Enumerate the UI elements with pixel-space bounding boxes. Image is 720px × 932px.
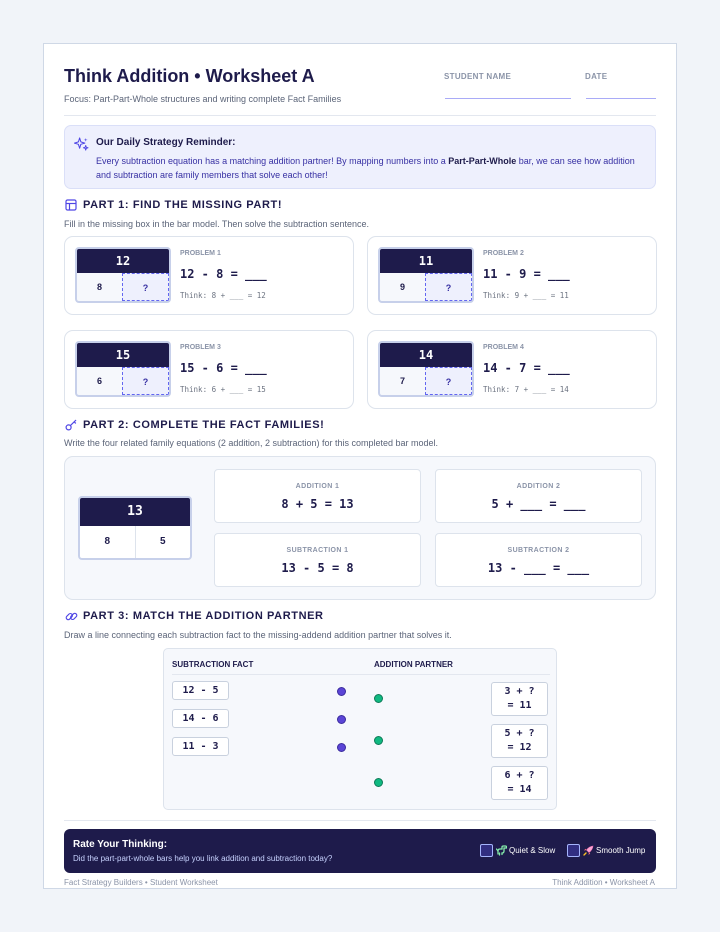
bar-whole: 13 [80, 498, 190, 526]
rocket-icon [583, 845, 594, 856]
problem-think-hint: Think: 9 + ___ = 11 [483, 291, 569, 300]
equation-text[interactable]: 5 + ___ = ___ [491, 497, 586, 511]
problem-equation[interactable]: 12 - 8 = ___ [180, 267, 267, 281]
quiet-slow-label: Quiet & Slow [509, 846, 556, 855]
addition-partner: 3 + ? = 11 [491, 682, 548, 716]
equation-label: ADDITION 2 [516, 483, 561, 490]
smooth-jump-checkbox[interactable] [567, 844, 580, 857]
problem-think-hint: Think: 6 + ___ = 15 [180, 385, 266, 394]
fact-family-equation [435, 469, 642, 523]
problem-equation[interactable]: 11 - 9 = ___ [483, 267, 570, 281]
bar-part: 6 [96, 376, 102, 386]
matching-panel [163, 648, 557, 810]
key-icon [65, 419, 77, 431]
part2-instruction: Write the four related family equations (2 addition, 2 subtraction) for this completed bar model. [64, 438, 439, 448]
part3-instruction: Draw a line connecting each subtraction fact to the missing-addend addition partner that solves it. [64, 630, 452, 640]
bar-missing-part[interactable]: ? [425, 367, 472, 395]
equation-label: ADDITION 1 [295, 483, 340, 490]
bar-model [378, 341, 474, 397]
strategy-reminder [64, 125, 656, 189]
reminder-text: Every subtraction equation has a matching addition partner! By mapping numbers into a Part-Part-Whole bar, we can see how addition and subtraction are family members that solve each other! [96, 156, 635, 180]
part3-heading: PART 3: MATCH THE ADDITION PARTNER [83, 610, 324, 622]
equation-text[interactable]: 13 - ___ = ___ [487, 561, 590, 575]
student-name-label: STUDENT NAME [444, 72, 512, 81]
fact-family-panel [64, 456, 656, 600]
problem-equation[interactable]: 15 - 6 = ___ [180, 361, 267, 375]
page-title: Think Addition • Worksheet A [64, 66, 315, 86]
problem-label: PROBLEM 4 [483, 344, 524, 351]
bar-missing-part[interactable]: ? [122, 273, 169, 301]
bar-model [75, 247, 171, 303]
bar-whole: 12 [77, 249, 169, 273]
bar-whole: 14 [380, 343, 472, 367]
part2-heading: PART 2: COMPLETE THE FACT FAMILIES! [83, 419, 325, 431]
fact-family-equation [214, 533, 421, 587]
fact-family-bar-model [78, 496, 192, 560]
problem-card [64, 236, 354, 315]
part1-instruction: Fill in the missing box in the bar model. Then solve the subtraction sentence. [64, 219, 369, 229]
subtraction-fact: 14 - 6 [172, 709, 229, 728]
layout-icon [65, 199, 77, 211]
addition-partner: 6 + ? = 14 [491, 766, 548, 800]
equation-label: SUBTRACTION 2 [507, 547, 570, 554]
bar-part: 8 [80, 526, 136, 558]
match-dot-right[interactable] [374, 778, 383, 787]
dinosaur-icon [496, 845, 507, 856]
problem-equation[interactable]: 14 - 7 = ___ [483, 361, 570, 375]
problem-think-hint: Think: 8 + ___ = 12 [180, 291, 266, 300]
match-dot-left[interactable] [337, 743, 346, 752]
reminder-title: Our Daily Strategy Reminder: [96, 137, 236, 148]
rating-bar [64, 829, 656, 873]
footer-divider [64, 820, 656, 821]
problem-label: PROBLEM 1 [180, 250, 221, 257]
fact-family-equation [435, 533, 642, 587]
bar-part: 5 [159, 536, 166, 547]
problem-card [367, 330, 657, 409]
problem-label: PROBLEM 3 [180, 344, 221, 351]
part1-heading: PART 1: FIND THE MISSING PART! [83, 199, 283, 211]
equation-text: 8 + 5 = 13 [281, 497, 354, 511]
problem-think-hint: Think: 7 + ___ = 14 [483, 385, 569, 394]
problem-label: PROBLEM 2 [483, 250, 524, 257]
bar-whole: 15 [77, 343, 169, 367]
problem-card [64, 330, 354, 409]
bar-missing-part[interactable]: ? [122, 367, 169, 395]
page-focus: Focus: Part-Part-Whole structures and writing complete Fact Families [64, 94, 342, 104]
student-name-field[interactable] [445, 98, 571, 99]
header-divider [64, 115, 656, 116]
rating-question: Did the part-part-whole bars help you link addition and subtraction today? [73, 854, 333, 863]
footer-right: Think Addition • Worksheet A [552, 878, 655, 887]
bar-model [75, 341, 171, 397]
bar-part: 8 [96, 282, 102, 292]
match-dot-right[interactable] [374, 694, 383, 703]
subtraction-fact: 12 - 5 [172, 681, 229, 700]
bar-missing-part[interactable]: ? [425, 273, 472, 301]
bar-part: 7 [399, 376, 405, 386]
equation-text: 13 - 5 = 8 [281, 561, 354, 575]
rating-title: Rate Your Thinking: [73, 839, 168, 850]
bar-part: 9 [399, 282, 405, 292]
bar-whole: 11 [380, 249, 472, 273]
date-label: DATE [585, 72, 608, 81]
match-dot-left[interactable] [337, 687, 346, 696]
quiet-slow-checkbox[interactable] [480, 844, 493, 857]
matching-divider [172, 674, 550, 675]
problem-card [367, 236, 657, 315]
bar-model [378, 247, 474, 303]
addition-partner: 5 + ? = 12 [491, 724, 548, 758]
subtraction-fact: 11 - 3 [172, 737, 229, 756]
fact-family-equation [214, 469, 421, 523]
footer-left: Fact Strategy Builders • Student Worksheet [64, 878, 218, 887]
date-field[interactable] [586, 98, 656, 99]
equation-label: SUBTRACTION 1 [286, 547, 349, 554]
link-icon [65, 610, 78, 623]
sparkles-icon [74, 137, 89, 152]
smooth-jump-label: Smooth Jump [596, 846, 646, 855]
match-dot-right[interactable] [374, 736, 383, 745]
addition-column-header: ADDITION PARTNER [374, 660, 453, 669]
match-dot-left[interactable] [337, 715, 346, 724]
subtraction-column-header: SUBTRACTION FACT [172, 660, 254, 669]
worksheet-page [43, 43, 677, 889]
